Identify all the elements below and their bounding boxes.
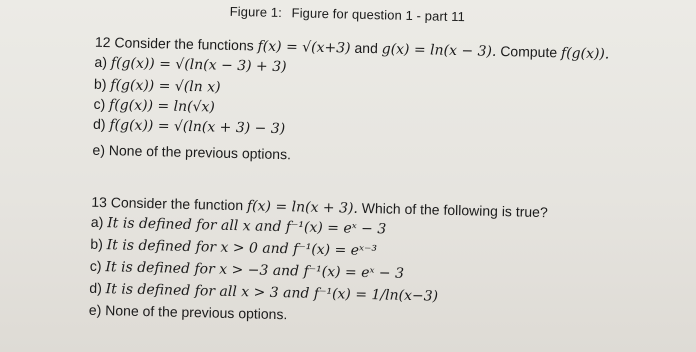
figure-caption (230, 4, 466, 24)
q12-option-e (92, 142, 291, 162)
q12-stem-and: and (354, 39, 379, 57)
q12-f-definition: f(x) = √(x+3) (257, 38, 351, 57)
option-text: f(g(x)) = ln(√x) (108, 97, 216, 116)
option-letter: c) (93, 95, 106, 113)
q12-option-c (93, 96, 215, 116)
option-text: It is defined for all x > 3 and f⁻¹(x) = 1/ln(x−3) (105, 281, 439, 305)
figure-caption-text: Figure for question 1 - part 11 (291, 5, 466, 25)
option-letter: c) (89, 257, 102, 275)
option-text: It is defined for all x and f⁻¹(x) = eˣ − 3 (107, 215, 387, 238)
q12-target: f(g(x)). (560, 45, 610, 63)
q12-stem-prefix: 12 Consider the functions (94, 33, 254, 54)
q12-option-b (94, 76, 221, 96)
q13-option-a (91, 214, 387, 238)
q13-option-c (90, 258, 404, 282)
q12-option-a (94, 54, 286, 75)
option-letter: e) (92, 141, 106, 159)
option-text: It is defined for x > 0 and f⁻¹(x) = eˣ⁻³ (106, 237, 378, 260)
option-text: f(g(x)) = √(ln x) (110, 77, 221, 96)
q13-option-b (90, 236, 377, 259)
q13-stem-end: Which of the following is true? (361, 199, 548, 221)
option-letter: a) (94, 53, 108, 71)
option-letter: d) (92, 115, 106, 133)
option-text: It is defined for x > −3 and f⁻¹(x) = eˣ − 3 (105, 259, 405, 282)
q13-stem-prefix: 13 Consider the function (91, 193, 244, 214)
option-text: f(g(x)) = √(ln(x + 3) − 3) (109, 117, 286, 138)
option-text: f(g(x)) = √(ln(x − 3) + 3) (110, 55, 287, 76)
option-text: None of the previous options. (108, 142, 292, 163)
option-letter: b) (93, 75, 107, 93)
option-letter: b) (90, 235, 104, 253)
q13-option-e (89, 302, 288, 322)
option-letter: d) (89, 279, 103, 297)
option-letter: a) (90, 213, 104, 231)
option-letter: e) (88, 301, 102, 319)
q12-option-d (93, 116, 285, 137)
option-text: None of the previous options. (105, 302, 288, 323)
q12-g-definition: g(x) = ln(x − 3). (381, 41, 497, 60)
figure-label: Figure 1: (229, 3, 283, 21)
q13-option-d (89, 280, 438, 305)
q13-f-definition: f(x) = ln(x + 3). (246, 198, 359, 217)
q12-stem-compute: Compute (500, 43, 558, 61)
